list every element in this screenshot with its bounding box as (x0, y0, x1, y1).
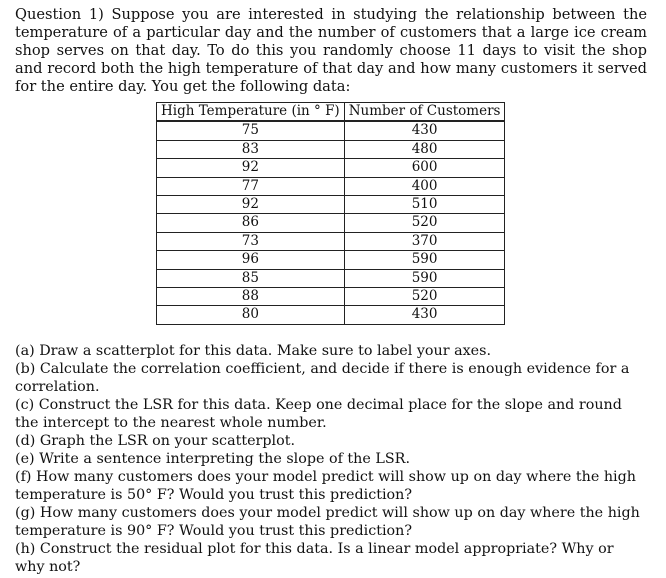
table-row (157, 288, 505, 306)
table-body (157, 121, 505, 324)
table-header-row (157, 103, 505, 122)
temperature-cell: 88 (157, 288, 345, 306)
temperature-customers-table (156, 102, 505, 325)
customers-cell: 400 (344, 177, 505, 195)
temperature-cell: 77 (157, 177, 345, 195)
question-b: (b) Calculate the correlation coefficient, and decide if there is enough evidence for a correlation. (15, 361, 630, 395)
table-row (157, 196, 505, 214)
question-a: (a) Draw a scatterplot for this data. Make sure to label your axes. (15, 343, 492, 359)
table-row (157, 232, 505, 250)
customers-cell: 480 (344, 140, 505, 158)
temperature-header: High Temperature (in ° F) (157, 103, 345, 122)
question-h: (h) Construct the residual plot for this data. Is a linear model appropriate? Why or why not? (15, 541, 614, 575)
customers-cell: 600 (344, 159, 505, 177)
table-row (157, 177, 505, 195)
table-row (157, 251, 505, 269)
table-row (157, 140, 505, 158)
temperature-cell: 96 (157, 251, 345, 269)
temperature-cell: 75 (157, 121, 345, 140)
data-table-container (156, 102, 501, 325)
table-row (157, 121, 505, 140)
temperature-cell: 73 (157, 232, 345, 250)
question-e: (e) Write a sentence interpreting the slope of the LSR. (15, 451, 410, 467)
question-g: (g) How many customers does your model predict will show up on day where the high temperature is 90° F? Would you trust this prediction? (15, 505, 640, 539)
table-row (157, 159, 505, 177)
customers-cell: 590 (344, 251, 505, 269)
customers-cell: 430 (344, 306, 505, 324)
customers-cell: 520 (344, 288, 505, 306)
table-header (157, 103, 505, 122)
question-c: (c) Construct the LSR for this data. Keep one decimal place for the slope and round the intercept to the nearest whole number. (15, 397, 622, 431)
table-row (157, 269, 505, 287)
table-row (157, 306, 505, 324)
question-intro: Question 1) Suppose you are interested in studying the relationship between the temperature of a particular day and the number of customers that a large ice cream shop serves on that day. To do this you randomly choose 11 days to visit the shop and record both the high temperature of that day and how many customers it served for the entire day. You get the following data: (15, 6, 647, 95)
customers-cell: 510 (344, 196, 505, 214)
question-d: (d) Graph the LSR on your scatterplot. (15, 433, 295, 449)
temperature-cell: 92 (157, 196, 345, 214)
question-list (15, 342, 647, 576)
customers-cell: 370 (344, 232, 505, 250)
temperature-cell: 92 (157, 159, 345, 177)
customers-header: Number of Customers (344, 103, 505, 122)
temperature-cell: 85 (157, 269, 345, 287)
customers-cell: 590 (344, 269, 505, 287)
table-row (157, 214, 505, 232)
customers-cell: 430 (344, 121, 505, 140)
temperature-cell: 83 (157, 140, 345, 158)
question-f: (f) How many customers does your model predict will show up on day where the high temperature is 50° F? Would you trust this prediction? (15, 469, 636, 503)
temperature-cell: 86 (157, 214, 345, 232)
customers-cell: 520 (344, 214, 505, 232)
temperature-cell: 80 (157, 306, 345, 324)
